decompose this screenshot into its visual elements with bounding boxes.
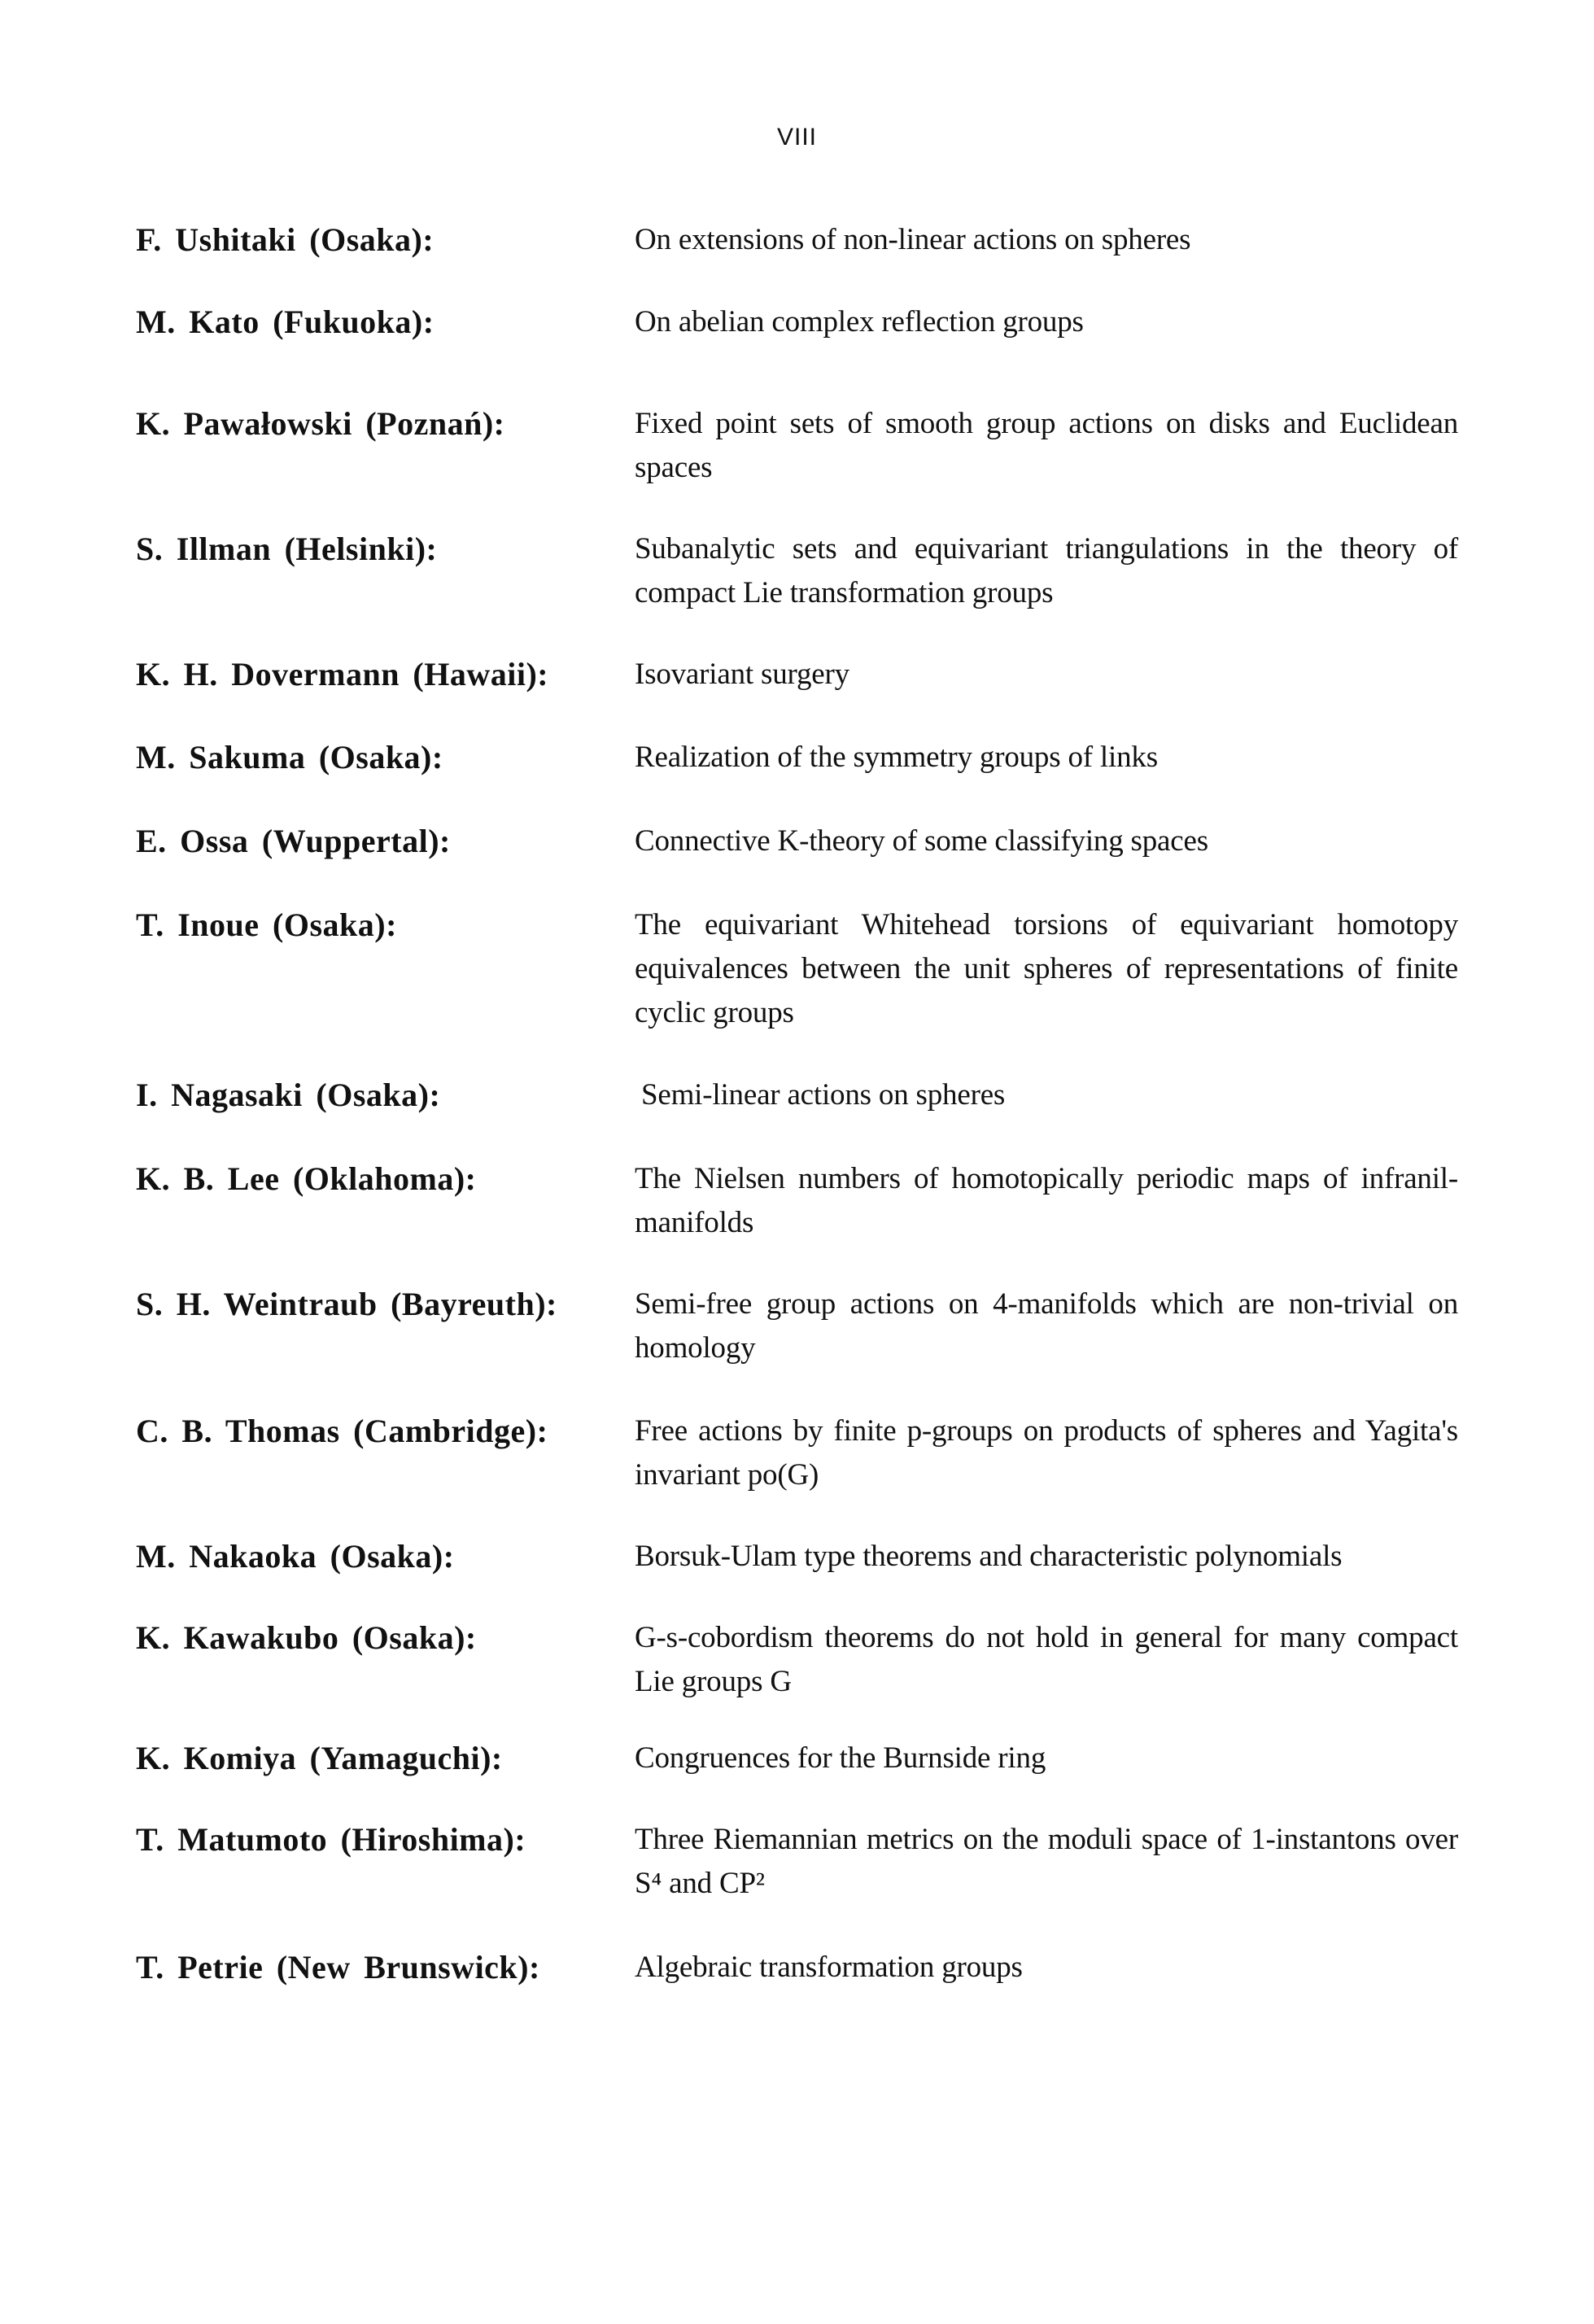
talk-title: Congruences for the Burnside ring bbox=[635, 1741, 1046, 1775]
talk-title: The Nielsen numbers of homotopically periodic maps of infranil-manifolds bbox=[635, 1162, 1458, 1239]
page-number: VIII bbox=[776, 124, 817, 151]
talk-row bbox=[136, 819, 1458, 863]
talk-row bbox=[136, 653, 1458, 697]
talk-title: Semi-free group actions on 4-manifolds which are non-trivial on homology bbox=[635, 1287, 1458, 1365]
talk-row bbox=[136, 736, 1458, 780]
speaker-name: M. Sakuma (Osaka): bbox=[136, 739, 443, 775]
speaker-name: T. Matumoto (Hiroshima): bbox=[136, 1821, 526, 1858]
talk-title: Three Riemannian metrics on the moduli space of 1-instantons over S⁴ and CP² bbox=[635, 1823, 1458, 1900]
talk-row bbox=[136, 1073, 1458, 1117]
talk-title: Isovariant surgery bbox=[635, 657, 849, 691]
speaker-name: T. Petrie (New Brunswick): bbox=[136, 1949, 540, 1985]
talk-title: On abelian complex reflection groups bbox=[635, 305, 1084, 339]
talk-row bbox=[136, 1282, 1458, 1370]
talk-title: Connective K-theory of some classifying spaces bbox=[635, 824, 1208, 858]
talk-row bbox=[136, 1535, 1458, 1579]
talk-row bbox=[136, 1946, 1458, 1990]
speaker-name: T. Inoue (Osaka): bbox=[136, 906, 397, 943]
talk-title: Free actions by finite p-groups on products of spheres and Yagita's invariant po(G) bbox=[635, 1414, 1458, 1492]
talk-title: Semi-linear actions on spheres bbox=[641, 1078, 1006, 1112]
talk-title: Subanalytic sets and equivariant triangulations in the theory of compact Lie transformation groups bbox=[635, 532, 1458, 609]
speaker-name: S. H. Weintraub (Bayreuth): bbox=[136, 1286, 557, 1322]
talk-title: Algebraic transformation groups bbox=[635, 1950, 1023, 1984]
speaker-name: F. Ushitaki (Osaka): bbox=[136, 221, 435, 258]
talk-row bbox=[136, 903, 1458, 1035]
talk-row bbox=[136, 527, 1458, 615]
talk-list bbox=[136, 218, 1458, 1990]
speaker-name: C. B. Thomas (Cambridge): bbox=[136, 1413, 548, 1449]
speaker-name: K. Komiya (Yamaguchi): bbox=[136, 1740, 503, 1776]
speaker-name: K. H. Dovermann (Hawaii): bbox=[136, 656, 549, 692]
talk-row bbox=[136, 1736, 1458, 1780]
speaker-name: K. B. Lee (Oklahoma): bbox=[136, 1160, 477, 1197]
talk-row bbox=[136, 1157, 1458, 1245]
talk-row bbox=[136, 218, 1458, 262]
talk-title: The equivariant Whitehead torsions of equivariant homotopy equivalences between the unit spheres of representations of finite cyclic groups bbox=[635, 908, 1458, 1029]
talk-row bbox=[136, 1409, 1458, 1497]
speaker-name: I. Nagasaki (Osaka): bbox=[136, 1077, 441, 1113]
talk-title: G-s-cobordism theorems do not hold in general for many compact Lie groups G bbox=[635, 1621, 1458, 1698]
speaker-name: E. Ossa (Wuppertal): bbox=[136, 823, 451, 859]
speaker-name: K. Pawałowski (Poznań): bbox=[136, 405, 505, 442]
speaker-name: M. Kato (Fukuoka): bbox=[136, 304, 435, 340]
talk-title: Realization of the symmetry groups of links bbox=[635, 740, 1158, 774]
speaker-name: K. Kawakubo (Osaka): bbox=[136, 1619, 477, 1656]
talk-row bbox=[136, 300, 1458, 344]
talk-row bbox=[136, 402, 1458, 490]
talk-row bbox=[136, 1616, 1458, 1704]
speaker-name: M. Nakaoka (Osaka): bbox=[136, 1538, 455, 1575]
talk-row bbox=[136, 1818, 1458, 1906]
talk-title: Fixed point sets of smooth group actions on disks and Euclidean spaces bbox=[635, 407, 1458, 484]
talk-title: Borsuk-Ulam type theorems and characteristic polynomials bbox=[635, 1540, 1343, 1573]
talk-title: On extensions of non-linear actions on spheres bbox=[635, 223, 1191, 256]
speaker-name: S. Illman (Helsinki): bbox=[136, 531, 438, 567]
